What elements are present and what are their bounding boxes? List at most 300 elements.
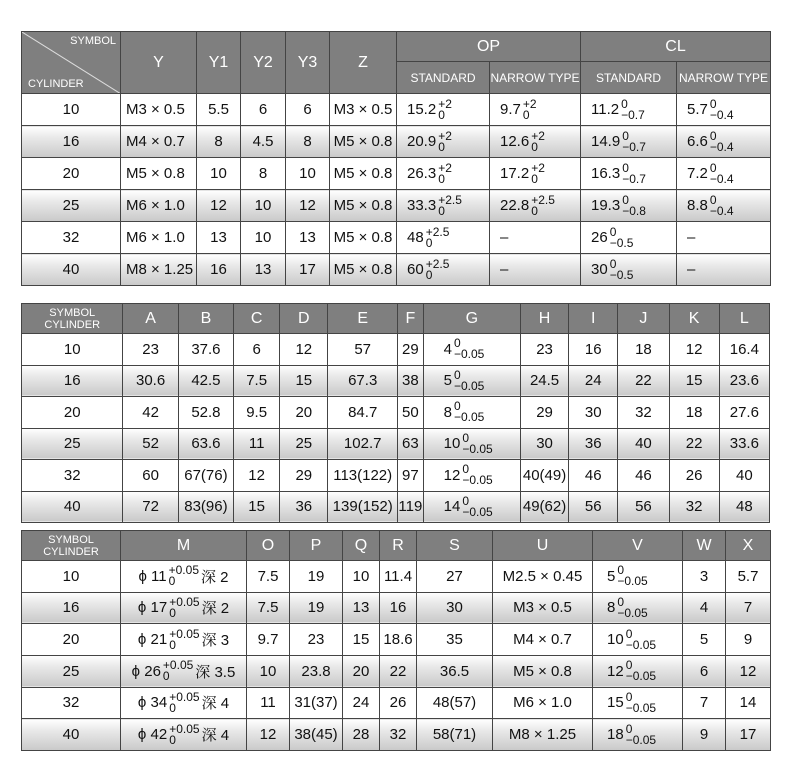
cylinder-cell: 10: [22, 334, 123, 366]
m-cell: [121, 561, 247, 593]
header-a: A: [123, 304, 178, 334]
r-cell: 16: [380, 592, 417, 624]
c-cell: 12: [234, 460, 280, 492]
l-cell: 27.6: [719, 397, 769, 429]
upper-tolerance: +0.05: [169, 689, 200, 704]
f-cell: 63: [398, 428, 424, 460]
b-cell: 52.8: [178, 397, 233, 429]
cylinder-cell: 40: [22, 491, 123, 523]
op-std-cell-value: [407, 160, 452, 186]
l-cell: 16.4: [719, 334, 769, 366]
z-cell: M5 × 0.8: [330, 222, 397, 254]
f-cell: 97: [398, 460, 424, 492]
p-cell: 31(37): [290, 687, 343, 719]
upper-tolerance: 0: [625, 721, 633, 736]
h-cell: 30: [520, 428, 568, 460]
g-cell-value: [443, 493, 493, 519]
z-cell: M5 × 0.8: [330, 254, 397, 286]
upper-tolerance: 0: [622, 192, 629, 207]
y2-cell: 10: [241, 222, 286, 254]
cl-std-cell-value: [591, 192, 646, 218]
tolerance: [625, 626, 657, 652]
header-y: Y: [121, 32, 197, 94]
tolerance: [617, 594, 648, 620]
cylinder-cell: 32: [22, 687, 121, 719]
upper-tolerance: +0.05: [162, 658, 194, 673]
depth: 深 3: [201, 632, 230, 650]
p-cell: 38(45): [290, 719, 343, 751]
upper-tolerance: +2: [438, 160, 452, 175]
op-std-cell-value: [407, 256, 450, 282]
g-cell-value: [443, 430, 493, 456]
h-cell: 29: [520, 397, 568, 429]
cl-nar-cell: [677, 158, 771, 190]
nominal-value: 5: [607, 567, 616, 585]
e-cell: 139(152): [328, 491, 398, 523]
q-cell: 13: [343, 592, 380, 624]
lower-tolerance: −0.7: [622, 171, 646, 186]
table-row: [22, 592, 771, 624]
f-cell: 50: [398, 397, 424, 429]
o-cell: 7.5: [247, 561, 290, 593]
l-cell: 23.6: [719, 365, 769, 397]
v-cell: [593, 687, 683, 719]
cl-std-cell: [581, 94, 677, 126]
upper-tolerance: 0: [621, 96, 628, 111]
dimension-table-m-x: [21, 530, 771, 751]
lower-tolerance: −0.4: [709, 171, 734, 186]
tolerance: [625, 689, 657, 715]
cl-nar-cell-value: [687, 128, 734, 154]
corner-header: [22, 304, 123, 334]
bore-diameter: ϕ 21: [137, 631, 168, 649]
lower-tolerance: 0: [162, 669, 170, 684]
dimension-table-a-l: [21, 303, 770, 523]
o-cell: 11: [247, 687, 290, 719]
header-j: J: [618, 304, 669, 334]
lower-tolerance: −0.05: [453, 378, 485, 393]
y3-cell: 17: [286, 254, 330, 286]
w-cell: 5: [683, 624, 726, 656]
tolerance: [625, 721, 657, 747]
lower-tolerance: −0.05: [625, 732, 657, 747]
nominal-value: 12.6: [500, 133, 530, 150]
a-cell: 72: [123, 491, 178, 523]
upper-tolerance: 0: [453, 336, 461, 351]
tolerance: [622, 192, 646, 218]
bore-diameter: ϕ 42: [137, 726, 168, 744]
v-cell-value: [607, 721, 657, 747]
cl-nar-cell-value: [687, 96, 734, 122]
cl-std-cell: [581, 222, 677, 254]
q-cell: 15: [343, 624, 380, 656]
s-cell: 48(57): [417, 687, 493, 719]
j-cell: 56: [618, 491, 669, 523]
u-cell: M8 × 1.25: [493, 719, 593, 751]
u-cell: M6 × 1.0: [493, 687, 593, 719]
upper-tolerance: 0: [453, 367, 461, 382]
p-cell: 19: [290, 561, 343, 593]
tolerance: [169, 565, 199, 587]
header-d: D: [280, 304, 328, 334]
tolerance: [438, 192, 462, 218]
y-cell: M5 × 0.8: [121, 158, 197, 190]
a-cell: 60: [123, 460, 178, 492]
g-cell: [423, 491, 520, 523]
op-std-cell: [397, 158, 490, 190]
table-row: [22, 624, 771, 656]
cl-nar-cell: [677, 190, 771, 222]
lower-tolerance: 0: [438, 203, 445, 218]
lower-tolerance: 0: [438, 139, 445, 154]
nominal-value: –: [687, 261, 696, 278]
upper-tolerance: 0: [709, 96, 717, 111]
tolerance: [454, 401, 484, 423]
lower-tolerance: 0: [531, 139, 538, 154]
upper-tolerance: 0: [462, 493, 470, 508]
g-cell: [423, 365, 520, 397]
op-nar-cell-value: [500, 192, 555, 218]
tolerance: [709, 192, 734, 218]
nominal-value: 48: [407, 229, 424, 246]
lower-tolerance: −0.5: [609, 267, 634, 282]
cylinder-label: CYLINDER: [43, 546, 99, 559]
table-row: [22, 190, 771, 222]
m-value: [137, 721, 230, 747]
c-cell: 15: [234, 491, 280, 523]
nominal-value: 8: [607, 599, 616, 617]
j-cell: 32: [618, 397, 669, 429]
cl-nar-cell: [677, 254, 771, 286]
cl-std-cell-value: [591, 256, 634, 282]
upper-tolerance: 0: [625, 689, 633, 704]
s-cell: 27: [417, 561, 493, 593]
nominal-value: 8: [443, 403, 452, 421]
cylinder-cell: 10: [22, 94, 121, 126]
op-std-cell-value: [407, 224, 450, 250]
lower-tolerance: −0.05: [617, 605, 648, 620]
nominal-value: 7.2: [687, 165, 708, 182]
upper-tolerance: +2: [531, 160, 545, 175]
f-cell: 38: [398, 365, 424, 397]
u-cell: M5 × 0.8: [493, 655, 593, 687]
y1-cell: 8: [197, 126, 241, 158]
b-cell: 42.5: [178, 365, 233, 397]
header-i: I: [569, 304, 618, 334]
op-nar-cell: [490, 222, 581, 254]
upper-tolerance: 0: [709, 192, 717, 207]
v-cell-value: [607, 626, 657, 652]
tolerance: [709, 128, 734, 154]
nominal-value: 5: [443, 372, 452, 390]
op-nar-cell-value: [500, 96, 537, 122]
lower-tolerance: −0.4: [709, 107, 734, 122]
m-cell: [121, 687, 247, 719]
lower-tolerance: −0.7: [622, 139, 646, 154]
cl-nar-cell-value: [687, 192, 734, 218]
upper-tolerance: 0: [709, 160, 717, 175]
y3-cell: 6: [286, 94, 330, 126]
p-cell: 19: [290, 592, 343, 624]
nominal-value: 26: [591, 229, 608, 246]
table-row: [22, 254, 771, 286]
header-s: S: [417, 531, 493, 561]
y2-cell: 6: [241, 94, 286, 126]
tolerance: [622, 128, 646, 154]
tolerance: [169, 594, 200, 620]
cylinder-cell: 25: [22, 428, 123, 460]
r-cell: 18.6: [380, 624, 417, 656]
upper-tolerance: +0.05: [169, 626, 200, 641]
upper-tolerance: 0: [453, 399, 461, 414]
g-cell: [423, 334, 520, 366]
e-cell: 113(122): [328, 460, 398, 492]
nominal-value: 60: [407, 261, 424, 278]
y3-cell: 8: [286, 126, 330, 158]
cl-nar-cell: [677, 94, 771, 126]
table-row: [22, 158, 771, 190]
header-b: B: [178, 304, 233, 334]
i-cell: 30: [569, 397, 618, 429]
z-cell: M5 × 0.8: [330, 190, 397, 222]
f-cell: 29: [398, 334, 424, 366]
w-cell: 6: [683, 655, 726, 687]
lower-tolerance: −0.7: [621, 107, 645, 122]
q-cell: 20: [343, 655, 380, 687]
q-cell: 24: [343, 687, 380, 719]
upper-tolerance: 0: [622, 128, 629, 143]
corner-header: [22, 32, 121, 94]
i-cell: 56: [569, 491, 618, 523]
r-cell: 11.4: [380, 561, 417, 593]
table-row: [22, 126, 771, 158]
l-cell: 40: [719, 460, 769, 492]
upper-tolerance: +2.5: [425, 224, 450, 239]
y3-cell: 13: [286, 222, 330, 254]
tolerance: [163, 660, 193, 682]
tolerance: [453, 367, 485, 393]
c-cell: 9.5: [234, 397, 280, 429]
nominal-value: 16.3: [591, 165, 621, 182]
upper-tolerance: 0: [625, 658, 633, 673]
upper-tolerance: 0: [462, 462, 470, 477]
p-cell: 23: [290, 624, 343, 656]
lower-tolerance: 0: [169, 700, 176, 715]
lower-tolerance: 0: [438, 107, 445, 122]
lower-tolerance: 0: [531, 203, 538, 218]
y1-cell: 16: [197, 254, 241, 286]
upper-tolerance: +0.05: [169, 594, 200, 609]
cylinder-cell: 20: [22, 624, 121, 656]
c-cell: 6: [234, 334, 280, 366]
lower-tolerance: 0: [169, 605, 176, 620]
h-cell: 24.5: [520, 365, 568, 397]
lower-tolerance: 0: [438, 171, 445, 186]
op-nar-cell: [490, 190, 581, 222]
lower-tolerance: −0.4: [709, 203, 734, 218]
s-cell: 30: [417, 592, 493, 624]
nominal-value: 30: [591, 261, 608, 278]
op-std-cell: [397, 190, 490, 222]
upper-tolerance: +2.5: [425, 256, 450, 271]
d-cell: 36: [280, 491, 328, 523]
header-cl-standard: STANDARD: [581, 62, 677, 94]
l-cell: 48: [719, 491, 769, 523]
w-cell: 7: [683, 687, 726, 719]
upper-tolerance: +2.5: [531, 192, 555, 207]
x-cell: 5.7: [726, 561, 771, 593]
y2-cell: 4.5: [241, 126, 286, 158]
header-g: G: [423, 304, 520, 334]
nominal-value: –: [687, 229, 696, 246]
a-cell: 23: [123, 334, 178, 366]
i-cell: 46: [569, 460, 618, 492]
nominal-value: 26.3: [407, 165, 437, 182]
cylinder-cell: 40: [22, 719, 121, 751]
op-nar-cell-value: [500, 261, 508, 278]
lower-tolerance: −0.05: [453, 347, 485, 362]
table-row: [22, 397, 770, 429]
nominal-value: 22.8: [500, 197, 530, 214]
j-cell: 18: [618, 334, 669, 366]
depth: 深 2: [201, 600, 230, 618]
cylinder-cell: 16: [22, 365, 123, 397]
lower-tolerance: −0.05: [617, 574, 648, 589]
y2-cell: 8: [241, 158, 286, 190]
tolerance: [531, 128, 545, 154]
cylinder-cell: 40: [22, 254, 121, 286]
header-e: E: [328, 304, 398, 334]
g-cell: [423, 428, 520, 460]
lower-tolerance: −0.5: [609, 235, 634, 250]
op-std-cell: [397, 94, 490, 126]
p-cell: 23.8: [290, 655, 343, 687]
op-std-cell: [397, 126, 490, 158]
tolerance: [425, 224, 450, 250]
g-cell-value: [443, 367, 485, 393]
op-std-cell: [397, 222, 490, 254]
lower-tolerance: −0.05: [462, 504, 493, 519]
v-cell: [593, 561, 683, 593]
tolerance: [462, 493, 493, 519]
nominal-value: 5.7: [687, 101, 708, 118]
header-y1: Y1: [197, 32, 241, 94]
header-z: Z: [330, 32, 397, 94]
q-cell: 28: [343, 719, 380, 751]
bore-diameter: ϕ 34: [137, 694, 168, 712]
tolerance: [522, 96, 537, 122]
y1-cell: 5.5: [197, 94, 241, 126]
cylinder-cell: 25: [22, 190, 121, 222]
g-cell-value: [444, 464, 493, 486]
cylinder-cell: 16: [22, 126, 121, 158]
header-f: F: [398, 304, 424, 334]
v-cell-value: [607, 689, 657, 715]
cl-std-cell-value: [591, 160, 646, 186]
w-cell: 3: [683, 561, 726, 593]
g-cell-value: [444, 401, 485, 423]
nominal-value: –: [500, 229, 509, 246]
table-row: [22, 719, 771, 751]
y-cell: M6 × 1.0: [121, 190, 197, 222]
z-cell: M3 × 0.5: [330, 94, 397, 126]
u-cell: M2.5 × 0.45: [493, 561, 593, 593]
tolerance: [438, 96, 452, 122]
cylinder-cell: 32: [22, 222, 121, 254]
w-cell: 4: [683, 592, 726, 624]
tolerance: [462, 430, 493, 456]
op-nar-cell-value: [500, 160, 545, 186]
op-nar-cell: [490, 126, 581, 158]
lower-tolerance: −0.8: [622, 203, 646, 218]
i-cell: 16: [569, 334, 618, 366]
header-r: R: [380, 531, 417, 561]
m-value: [132, 660, 236, 682]
j-cell: 46: [618, 460, 669, 492]
header-y2: Y2: [241, 32, 286, 94]
d-cell: 20: [280, 397, 328, 429]
lower-tolerance: −0.05: [453, 410, 485, 425]
bore-diameter: ϕ 26: [131, 662, 161, 680]
header-cl-narrow: NARROW TYPE: [677, 62, 771, 94]
r-cell: 22: [380, 655, 417, 687]
nominal-value: 20.9: [407, 133, 437, 150]
op-std-cell-value: [407, 96, 452, 122]
header-u: U: [493, 531, 593, 561]
lower-tolerance: −0.05: [625, 637, 657, 652]
nominal-value: 19.3: [591, 197, 621, 214]
nominal-value: 10: [443, 435, 461, 453]
header-y3: Y3: [286, 32, 330, 94]
v-cell: [593, 592, 683, 624]
table-row: [22, 428, 770, 460]
upper-tolerance: 0: [617, 594, 625, 609]
m-value: [137, 594, 230, 620]
o-cell: 7.5: [247, 592, 290, 624]
z-cell: M5 × 0.8: [330, 126, 397, 158]
d-cell: 15: [280, 365, 328, 397]
cylinder-cell: 20: [22, 397, 123, 429]
upper-tolerance: 0: [709, 128, 717, 143]
r-cell: 32: [380, 719, 417, 751]
tolerance: [709, 96, 734, 122]
x-cell: 12: [726, 655, 771, 687]
table-row: [22, 561, 771, 593]
e-cell: 102.7: [328, 428, 398, 460]
b-cell: 63.6: [178, 428, 233, 460]
nominal-value: 14: [443, 498, 461, 516]
table-row: [22, 460, 770, 492]
cylinder-label: CYLINDER: [44, 319, 101, 332]
upper-tolerance: +2: [438, 128, 452, 143]
corner-header: [22, 531, 121, 561]
x-cell: 14: [726, 687, 771, 719]
d-cell: 12: [280, 334, 328, 366]
b-cell: 83(96): [178, 491, 233, 523]
header-q: Q: [343, 531, 380, 561]
cl-std-cell: [581, 254, 677, 286]
h-cell: 23: [520, 334, 568, 366]
op-nar-cell: [490, 254, 581, 286]
cl-std-cell-value: [591, 128, 646, 154]
m-value: [138, 565, 228, 587]
k-cell: 32: [669, 491, 719, 523]
op-nar-cell: [490, 158, 581, 190]
i-cell: 24: [569, 365, 618, 397]
m-value: [137, 689, 230, 715]
symbol-label: SYMBOL: [48, 534, 94, 547]
op-nar-cell: [490, 94, 581, 126]
